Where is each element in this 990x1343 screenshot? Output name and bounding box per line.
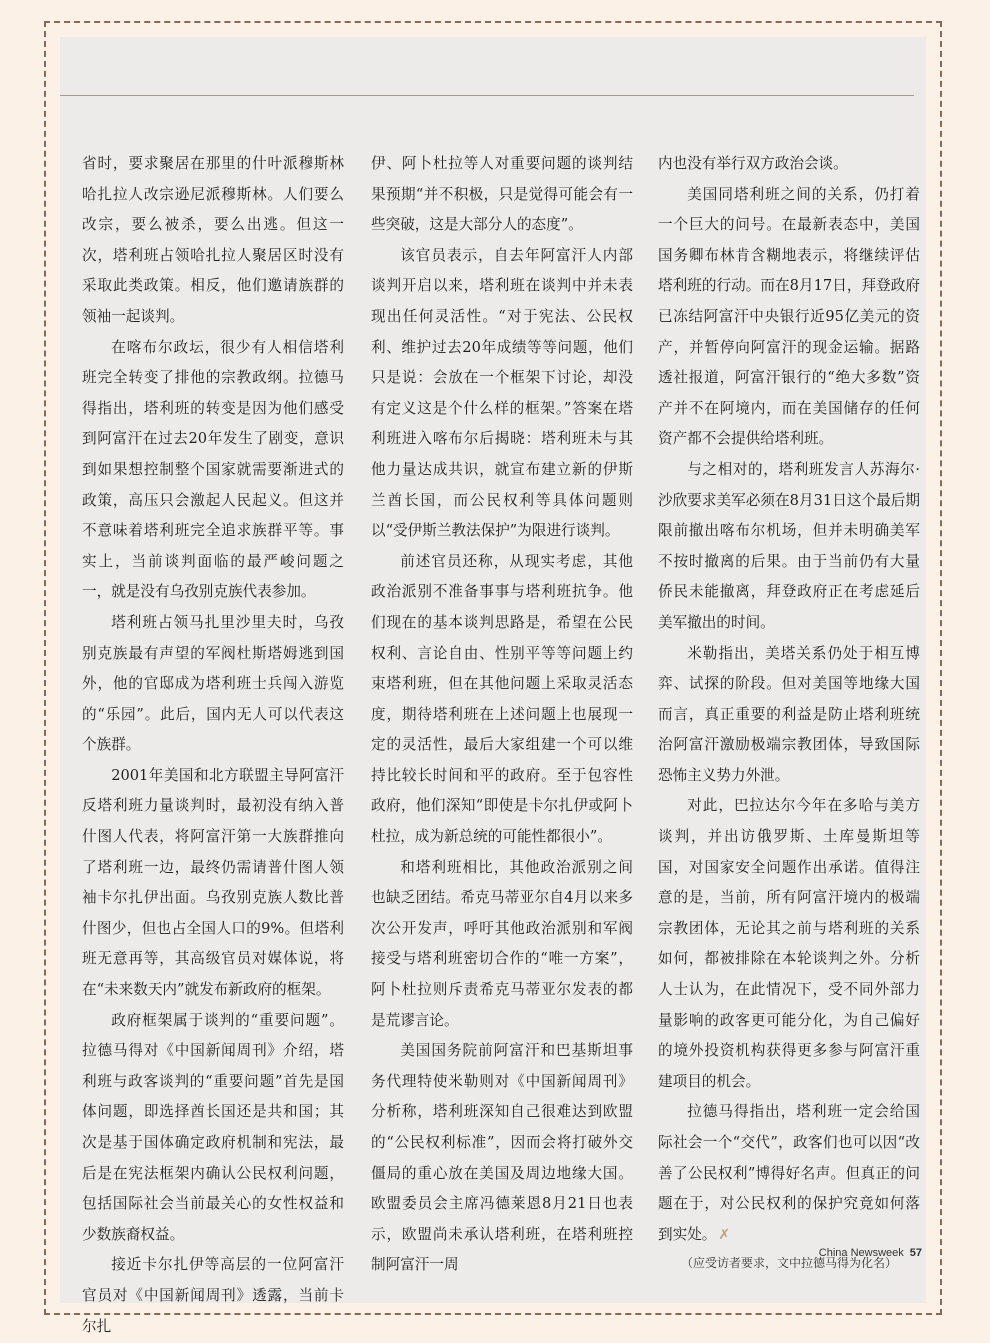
column-2: [371, 149, 633, 1281]
page-footer: [819, 1247, 922, 1259]
paragraph: 内也没有举行双方政治会谈。: [658, 155, 848, 172]
paragraph: 接近卡尔扎伊等高层的一位阿富汗官员对《中国新闻周刊》透露，当前卡尔扎: [82, 1256, 344, 1335]
magazine-name: China Newsweek: [818, 1247, 904, 1259]
paragraph: 和塔利班相比，其他政治派别之间也缺乏团结。希克马蒂亚尔自4月以来多次公开发声，呼吁其他政治派别和军阀接受与塔利班密切合作的“唯一方案”，阿卜杜拉则斥责希克马蒂亚尔发表的都是荒谬言论。: [371, 858, 633, 1029]
end-mark-icon: ✗: [718, 1226, 731, 1243]
paragraph-text: 拉德马得指出，塔利班一定会给国际社会一个“交代”，政客们也可以因“改善了公民权利”博得好名声。但真正的问题在于，对公民权利的保护究竟如何落到实处。: [658, 1103, 920, 1243]
paragraph: 米勒指出，美塔关系仍处于相互博弈、试探的阶段。但对美国等地缘大国而言，真正重要的利益是防止塔利班统治阿富汗激励极端宗教团体，导致国际恐怖主义势力外泄。: [658, 644, 920, 784]
paragraph: 塔利班占领马扎里沙里夫时，乌孜别克族最有声望的军阀杜斯塔姆逃到国外，他的官邸成为塔利班士兵闯入游览的“乐园”。此后，国内无人可以代表这个族群。: [82, 613, 344, 754]
paragraph: 该官员表示，自去年阿富汗人内部谈判开启以来，塔利班在谈判中并未表现出任何灵活性。“对于宪法、公民权利、维护过去20年成绩等等问题，他们只是说：会放在一个框架下讨论，却没有定义这是个什么样的框架。”答案在塔利班进入喀布尔后揭晓：塔利班未与其他力量达成共识，就宣布建立新的伊斯兰酋长国，而公民权利等具体问题则以“受伊斯兰教法保护”为限进行谈判。: [371, 246, 633, 540]
paragraph: 美国同塔利班之间的关系，仍打着一个巨大的问号。在最新表态中，美国国务卿布林肯含糊地表示，将继续评估塔利班的行动。而在8月17日，拜登政府已冻结阿富汗中央银行近95亿美元的资产，并暂停向阿富汗的现金运输。据路透社报道，阿富汗银行的“绝大多数”资产并不在阿境内，而在美国储存的任何资产都不会提供给塔利班。: [658, 185, 920, 448]
paragraph: 在喀布尔政坛，很少有人相信塔利班完全转变了排他的宗教政纲。拉德马得指出，塔利班的转变是因为他们感受到阿富汗在过去20年发生了剧变，意识到如果想控制整个国家就需要渐进式的政策，高压只会激起人民起义。但这并不意味着塔利班完全追求族群平等。事实上，当前谈判面临的最严峻问题之一，就是没有乌孜别克族代表参加。: [82, 338, 344, 601]
paragraph: 伊、阿卜杜拉等人对重要问题的谈判结果预期“并不积极，只是觉得可能会有一些突破，这是大部分人的态度”。: [371, 155, 633, 234]
final-paragraph: [658, 1097, 920, 1250]
column-1: [82, 149, 344, 1342]
source-note: （应受访者要求，文中拉德马得为化名）: [680, 1256, 897, 1271]
paragraph: 对此，巴拉达尔今年在多哈与美方谈判，并出访俄罗斯、土库曼斯坦等国，对国家安全问题作出承诺。值得注意的是，当前，所有阿富汗境内的极端宗教团体，无论其之前与塔利班的关系如何，都被排除在本轮谈判之外。分析人士认为，在此情况下，受不同外部力量影响的政客更可能分化，为自己偏好的境外投资机构获得更多参与阿富汗重建项目的机会。: [658, 797, 920, 1090]
page-number: 57: [909, 1247, 922, 1259]
column-3: [658, 149, 920, 1276]
magazine-page: [60, 37, 926, 1335]
paragraph: 省时，要求聚居在那里的什叶派穆斯林哈扎拉人改宗逊尼派穆斯林。人们要么改宗，要么被杀，要么出逃。但这一次，塔利班占领哈扎拉人聚居区时没有采取此类政策。相反，他们邀请族群的领袖一起谈判。: [82, 155, 344, 325]
paragraph: 政府框架属于谈判的“重要问题”。拉德马得对《中国新闻周刊》介绍，塔利班与政客谈判的“重要问题”首先是国体问题，即选择酋长国还是共和国；其次是基于国体确定政府机制和宪法，最后是在宪法框架内确认公民权利问题，包括国际社会当前最关心的女性权益和少数族裔权益。: [82, 1011, 344, 1243]
top-rule: [60, 95, 914, 96]
paragraph: 与之相对的，塔利班发言人苏海尔·沙欣要求美军必须在8月31日这个最后期限前撤出喀布尔机场，但并未明确美军不按时撤离的后果。由于当前仍有大量侨民未能撤离，拜登政府正在考虑延后美军撤出的时间。: [658, 460, 920, 631]
paragraph: 2001年美国和北方联盟主导阿富汗反塔利班力量谈判时，最初没有纳入普什图人代表，将阿富汗第一大族群推向了塔利班一边，最终仍需请普什图人领袖卡尔扎伊出面。乌孜别克族人数比普什图少，但也占全国人口的9%。但塔利班无意再等，其高级官员对媒体说，将在“未来数天内”就发布新政府的框架。: [82, 766, 344, 999]
paragraph: 前述官员还称，从现实考虑，其他政治派别不准备事事与塔利班抗争。他们现在的基本谈判思路是，希望在公民权利、言论自由、性别平等等问题上约束塔利班，但在其他问题上采取灵活态度，期待塔利班在上述问题上也展现一定的灵活性，最后大家组建一个可以维持比较长时间和平的政府。至于包容性政府，他们深知“即使是卡尔扎伊或阿卜杜拉，成为新总统的可能性都很小”。: [371, 552, 633, 846]
paragraph: 美国国务院前阿富汗和巴基斯坦事务代理特使米勒则对《中国新闻周刊》分析称，塔利班深知自己很难达到欧盟的“公民权利标准”，因而会将打破外交僵局的重心放在美国及周边地缘大国。欧盟委员会主席冯德莱恩8月21日也表示，欧盟尚未承认塔利班，在塔利班控制阿富汗一周: [371, 1042, 633, 1274]
